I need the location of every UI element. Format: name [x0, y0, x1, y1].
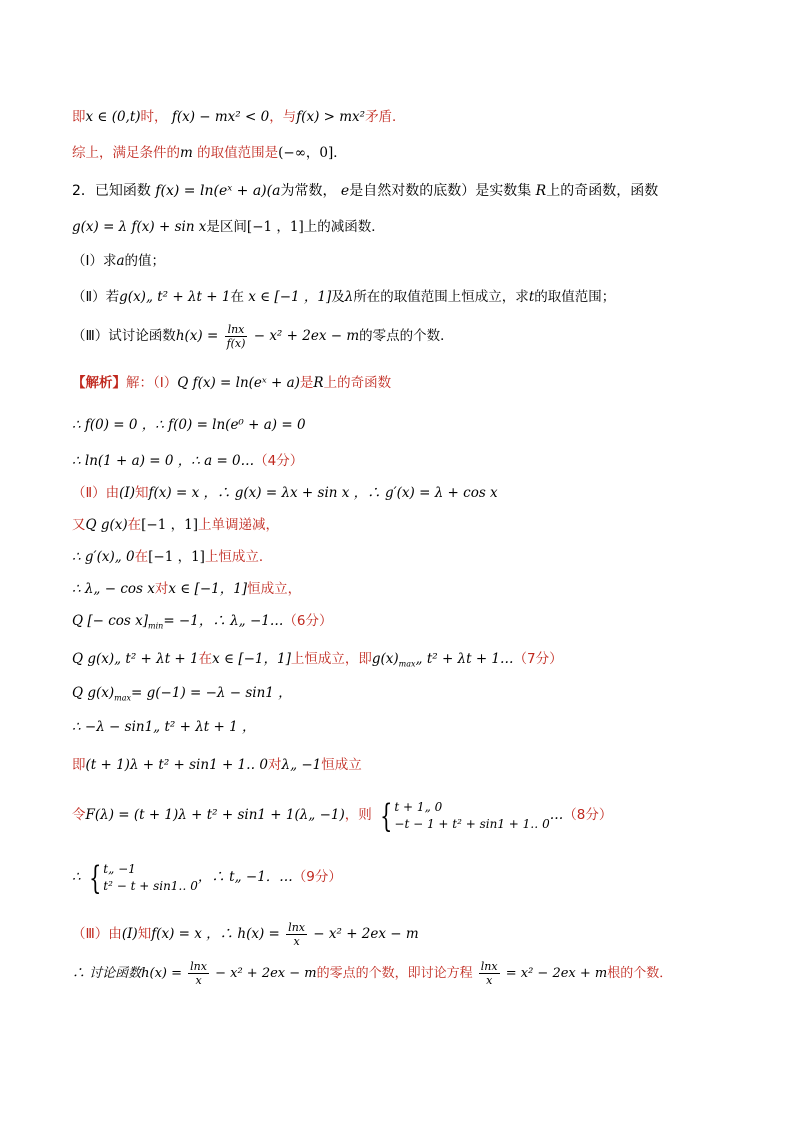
inequality-system: t„ −1 t² − t + sin1‥ 0 — [103, 861, 198, 893]
solution-line: 又Q g(x)在[−1 ，1]上单调递减， — [72, 517, 279, 533]
solution-line: ∴ f(0) = 0 ，∴ f(0) = ln(e⁰ + a) = 0 — [72, 417, 306, 433]
fraction: $\frac{\ln x}{x}$ — [190, 960, 207, 987]
question-part-3: （Ⅲ）试讨论函数h(x) = $\frac{\ln x}{f(x)}$ − x² + 2ex − m的零点的个数． — [72, 323, 454, 350]
question-part-1: （Ⅰ）求a的值； — [72, 253, 166, 269]
fraction: $\frac{\ln x}{f(x)}$ — [226, 323, 246, 350]
left-brace: { — [380, 796, 393, 835]
solution-line: （Ⅱ）由(I)知f(x) = x ，∴ g(x) = λx + sin x ，∴ g′(x) = λ + cos x — [72, 485, 498, 501]
solution-line: 令F(λ) = (t + 1)λ + t² + sin1 + 1(λ„ −1)，则 { t + 1„ 0 −t − 1 + t² + sin1 + 1‥ 0 …（8分） — [72, 796, 613, 835]
inequality-system: t + 1„ 0 −t − 1 + t² + sin1 + 1‥ 0 — [394, 799, 550, 831]
text-line: 综上，满足条件的m 的取值范围是(−∞，0]． — [72, 145, 347, 161]
solution-line: 即(t + 1)λ + t² + sin1 + 1‥ 0对λ„ −1恒成立 — [72, 757, 362, 773]
question-statement-cont: g(x) = λ f(x) + sin x是区间[−1 ，1]上的减函数． — [72, 219, 385, 235]
solution-line: ∴ { t„ −1 t² − t + sin1‥ 0 ，∴ t„ −1．…（9分） — [72, 858, 342, 897]
question-part-2: （Ⅱ）若g(x)„ t² + λt + 1在 x ∈ [−1 ，1]及λ所在的取值范围上恒成立，求t的取值范围； — [72, 289, 616, 305]
solution-line: ∴ −λ − sin1„ t² + λt + 1 ， — [72, 719, 256, 735]
text-line: 即x ∈ (0,t)时， f(x) − mx² < 0，与f(x) > mx²矛盾． — [72, 109, 406, 125]
question-statement: 2．已知函数 f(x) = ln(eˣ + a)(a为常数， e是自然对数的底数）是实数集 R上的奇函数，函数 — [72, 183, 659, 199]
solution-line: Q [− $\cos x]_{min}= -1$，∴ λ„ −1…（6分） — [72, 613, 333, 631]
solution-line: ∴ λ„ − cos x对x ∈ [−1，1]恒成立， — [72, 581, 302, 597]
solution-header: 【解析】解：（Ⅰ）Q f(x) = ln(eˣ + a)是R上的奇函数 — [72, 375, 392, 391]
solution-line: Q g(x)„ t² + λt + 1在x ∈ [−1，1]上恒成立，即$g(x)_{max}„$ t² + λt + 1…（7分） — [72, 651, 563, 669]
solution-line: （Ⅲ）由(I)知f(x) = x ，∴ h(x) = $\frac{\ln x}{x}$ − x² + 2ex − m — [72, 921, 419, 948]
left-brace: { — [88, 858, 102, 897]
solution-line: ∴ ln(1 + a) = 0 ，∴ a = 0…（4分） — [72, 453, 304, 469]
solution-line: ∴ 讨论函数h(x) = $\frac{\ln x}{x}$ − x² + 2ex − m的零点的个数，即讨论方程 $\frac{\ln x}{x}$ = x² − 2ex + m根的个数． — [72, 960, 673, 987]
fraction: $\frac{\ln x}{x}$ — [288, 921, 305, 948]
solution-line: ∴ g′(x)„ 0在[−1 ，1]上恒成立． — [72, 549, 273, 565]
solution-line: Q $g(x)_{max}= g(-1) = -\lambda - \sin 1$ ， — [72, 685, 292, 703]
fraction: $\frac{\ln x}{x}$ — [480, 960, 498, 987]
